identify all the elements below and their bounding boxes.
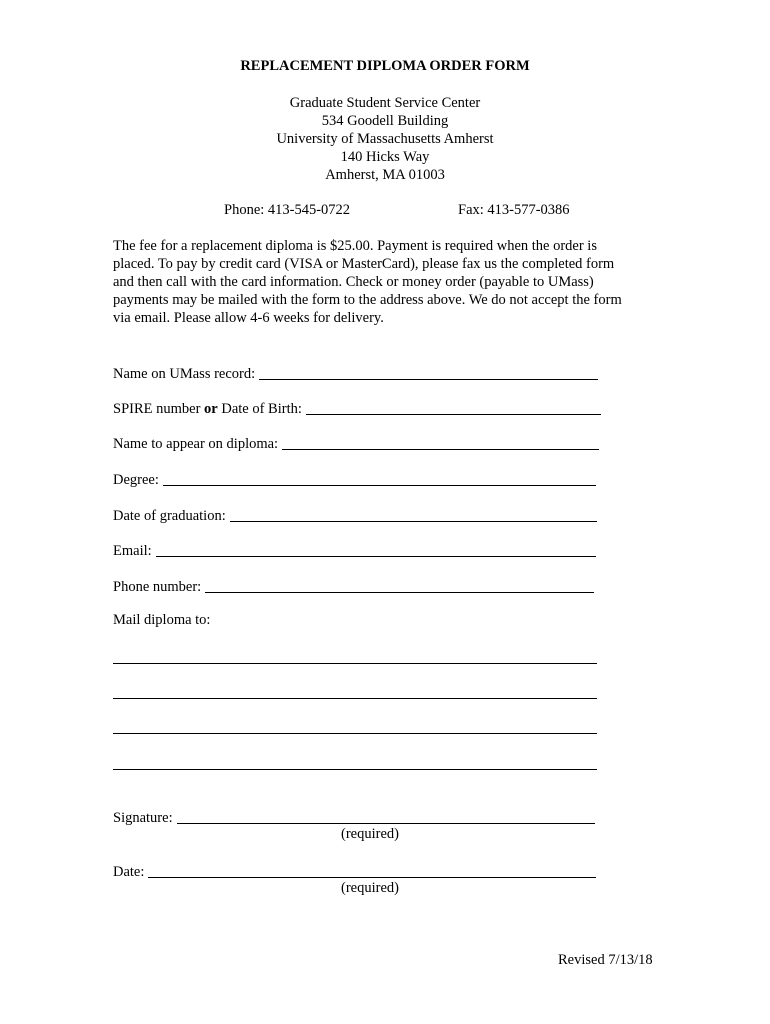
instructions-line: payments may be mailed with the form to the address above. We do not accept the form — [113, 292, 622, 308]
spire-label-suffix: Date of Birth: — [217, 401, 302, 417]
date-field[interactable] — [113, 861, 596, 881]
mailing-address-line[interactable] — [113, 698, 597, 699]
phone-number-field[interactable] — [113, 576, 594, 596]
graduation-date-field[interactable] — [113, 505, 597, 525]
instructions-paragraph — [113, 237, 653, 327]
instructions-line: placed. To pay by credit card (VISA or MasterCard), please fax us the completed form — [113, 256, 615, 272]
name-diploma-field[interactable] — [113, 433, 599, 453]
spire-label-or: or — [204, 401, 218, 417]
revision-date: Revised 7/13/18 — [558, 952, 653, 968]
email-field[interactable] — [113, 540, 596, 560]
instructions-line: The fee for a replacement diploma is $25.00. Payment is required when the order is — [113, 238, 597, 254]
mailing-address-line[interactable] — [113, 663, 597, 664]
mail-diploma-label: Mail diploma to: — [113, 612, 211, 628]
graduation-date-line[interactable] — [230, 520, 597, 522]
spire-dob-field[interactable] — [113, 398, 601, 418]
instructions-line: and then call with the card information. Check or money order (payable to UMass) — [113, 274, 594, 290]
date-required-note: (required) — [341, 880, 399, 896]
fax-contact: Fax: 413-577-0386 — [458, 202, 570, 218]
instructions-line: via email. Please allow 4-6 weeks for delivery. — [113, 310, 384, 326]
phone-number-line[interactable] — [205, 591, 594, 593]
date-label: Date: — [113, 864, 145, 880]
signature-line[interactable] — [177, 822, 595, 824]
email-label: Email: — [113, 543, 152, 559]
address-line: University of Massachusetts Amherst — [276, 131, 494, 147]
graduation-date-label: Date of graduation: — [113, 508, 226, 524]
name-record-label: Name on UMass record: — [113, 366, 256, 382]
signature-label: Signature: — [113, 810, 173, 826]
mailing-address-line[interactable] — [113, 733, 597, 734]
address-line: 140 Hicks Way — [340, 149, 430, 165]
office-address — [0, 94, 770, 184]
phone-contact: Phone: 413-545-0722 — [224, 202, 351, 218]
phone-number-label: Phone number: — [113, 579, 202, 595]
signature-required-note: (required) — [341, 826, 399, 842]
address-line: Graduate Student Service Center — [289, 95, 481, 111]
form-title: REPLACEMENT DIPLOMA ORDER FORM — [240, 58, 530, 74]
spire-dob-label — [113, 401, 302, 418]
name-record-field[interactable] — [113, 363, 598, 383]
degree-field[interactable] — [113, 469, 596, 489]
signature-field[interactable] — [113, 807, 595, 827]
mailing-address-line[interactable] — [113, 769, 597, 770]
degree-line[interactable] — [163, 484, 596, 486]
degree-label: Degree: — [113, 472, 159, 488]
name-diploma-line[interactable] — [282, 448, 599, 450]
email-line[interactable] — [156, 555, 596, 557]
name-record-line[interactable] — [259, 378, 598, 380]
address-line: 534 Goodell Building — [321, 113, 449, 129]
name-diploma-label: Name to appear on diploma: — [113, 436, 279, 452]
spire-label-prefix: SPIRE number — [113, 401, 205, 417]
spire-dob-line[interactable] — [306, 413, 601, 415]
date-line[interactable] — [148, 876, 596, 878]
address-line: Amherst, MA 01003 — [325, 167, 445, 183]
